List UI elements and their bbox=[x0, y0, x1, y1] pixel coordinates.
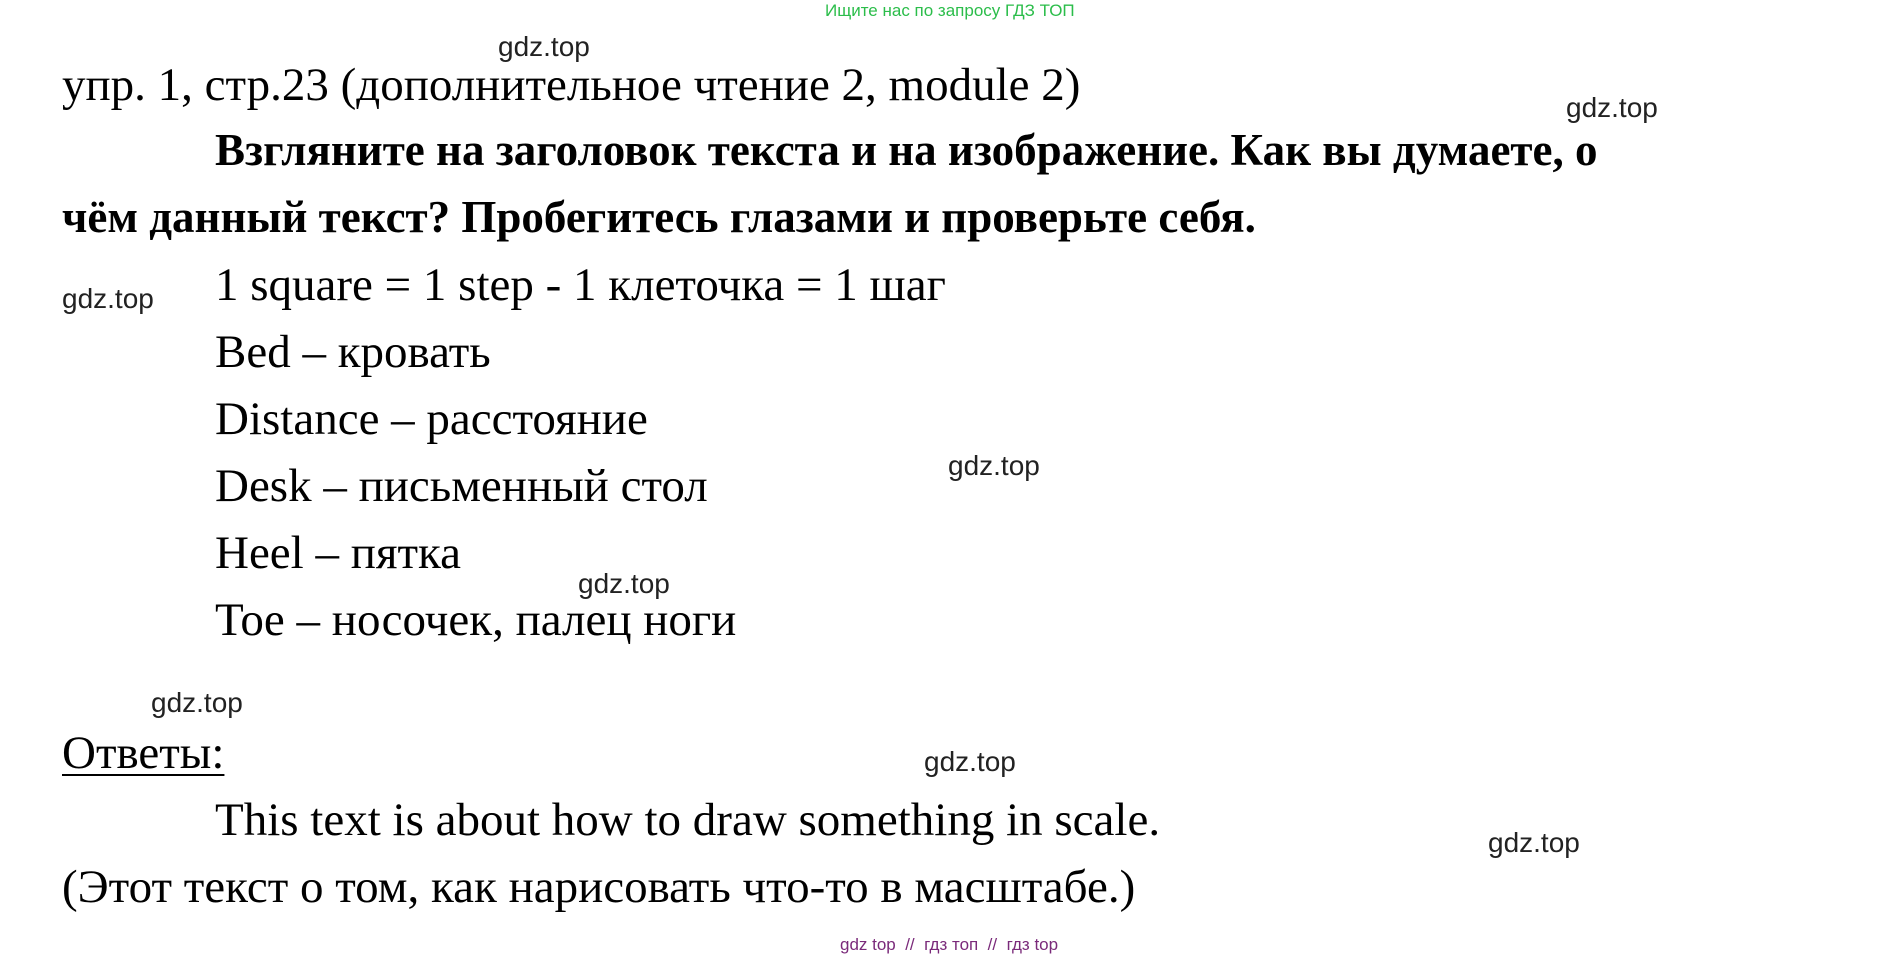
exercise-header: упр. 1, стр.23 (дополнительное чтение 2, module 2) bbox=[62, 59, 1081, 111]
vocab-item: Distance – расстояние bbox=[215, 393, 648, 445]
watermark: gdz.top bbox=[1566, 92, 1658, 123]
watermark: gdz.top bbox=[948, 450, 1040, 481]
watermark: gdz.top bbox=[62, 283, 154, 314]
watermark: gdz.top bbox=[498, 31, 590, 62]
vocab-item: 1 square = 1 step - 1 клеточка = 1 шаг bbox=[215, 259, 946, 311]
answer-english: This text is about how to draw something in scale. bbox=[215, 794, 1161, 846]
watermark: gdz.top bbox=[151, 687, 243, 718]
vocab-item: Desk – письменный стол bbox=[215, 460, 708, 512]
watermark: gdz.top bbox=[1488, 827, 1580, 858]
bottom-banner: gdz top // гдз топ // гдз top bbox=[840, 935, 1059, 954]
vocab-item: Bed – кровать bbox=[215, 326, 491, 378]
task-text-line-1: Взгляните на заголовок текста и на изображение. Как вы думаете, о bbox=[215, 125, 1598, 175]
task-text-line-2: чём данный текст? Пробегитесь глазами и проверьте себя. bbox=[62, 192, 1256, 242]
watermark: gdz.top bbox=[924, 746, 1016, 777]
vocab-item: Heel – пятка bbox=[215, 527, 462, 579]
top-banner: Ищите нас по запросу ГДЗ ТОП bbox=[825, 1, 1075, 20]
answer-russian: (Этот текст о том, как нарисовать что-то в масштабе.) bbox=[62, 861, 1136, 913]
watermark: gdz.top bbox=[578, 568, 670, 599]
vocab-item: Toe – носочек, палец ноги bbox=[215, 594, 737, 646]
answers-label: Ответы: bbox=[62, 727, 225, 779]
